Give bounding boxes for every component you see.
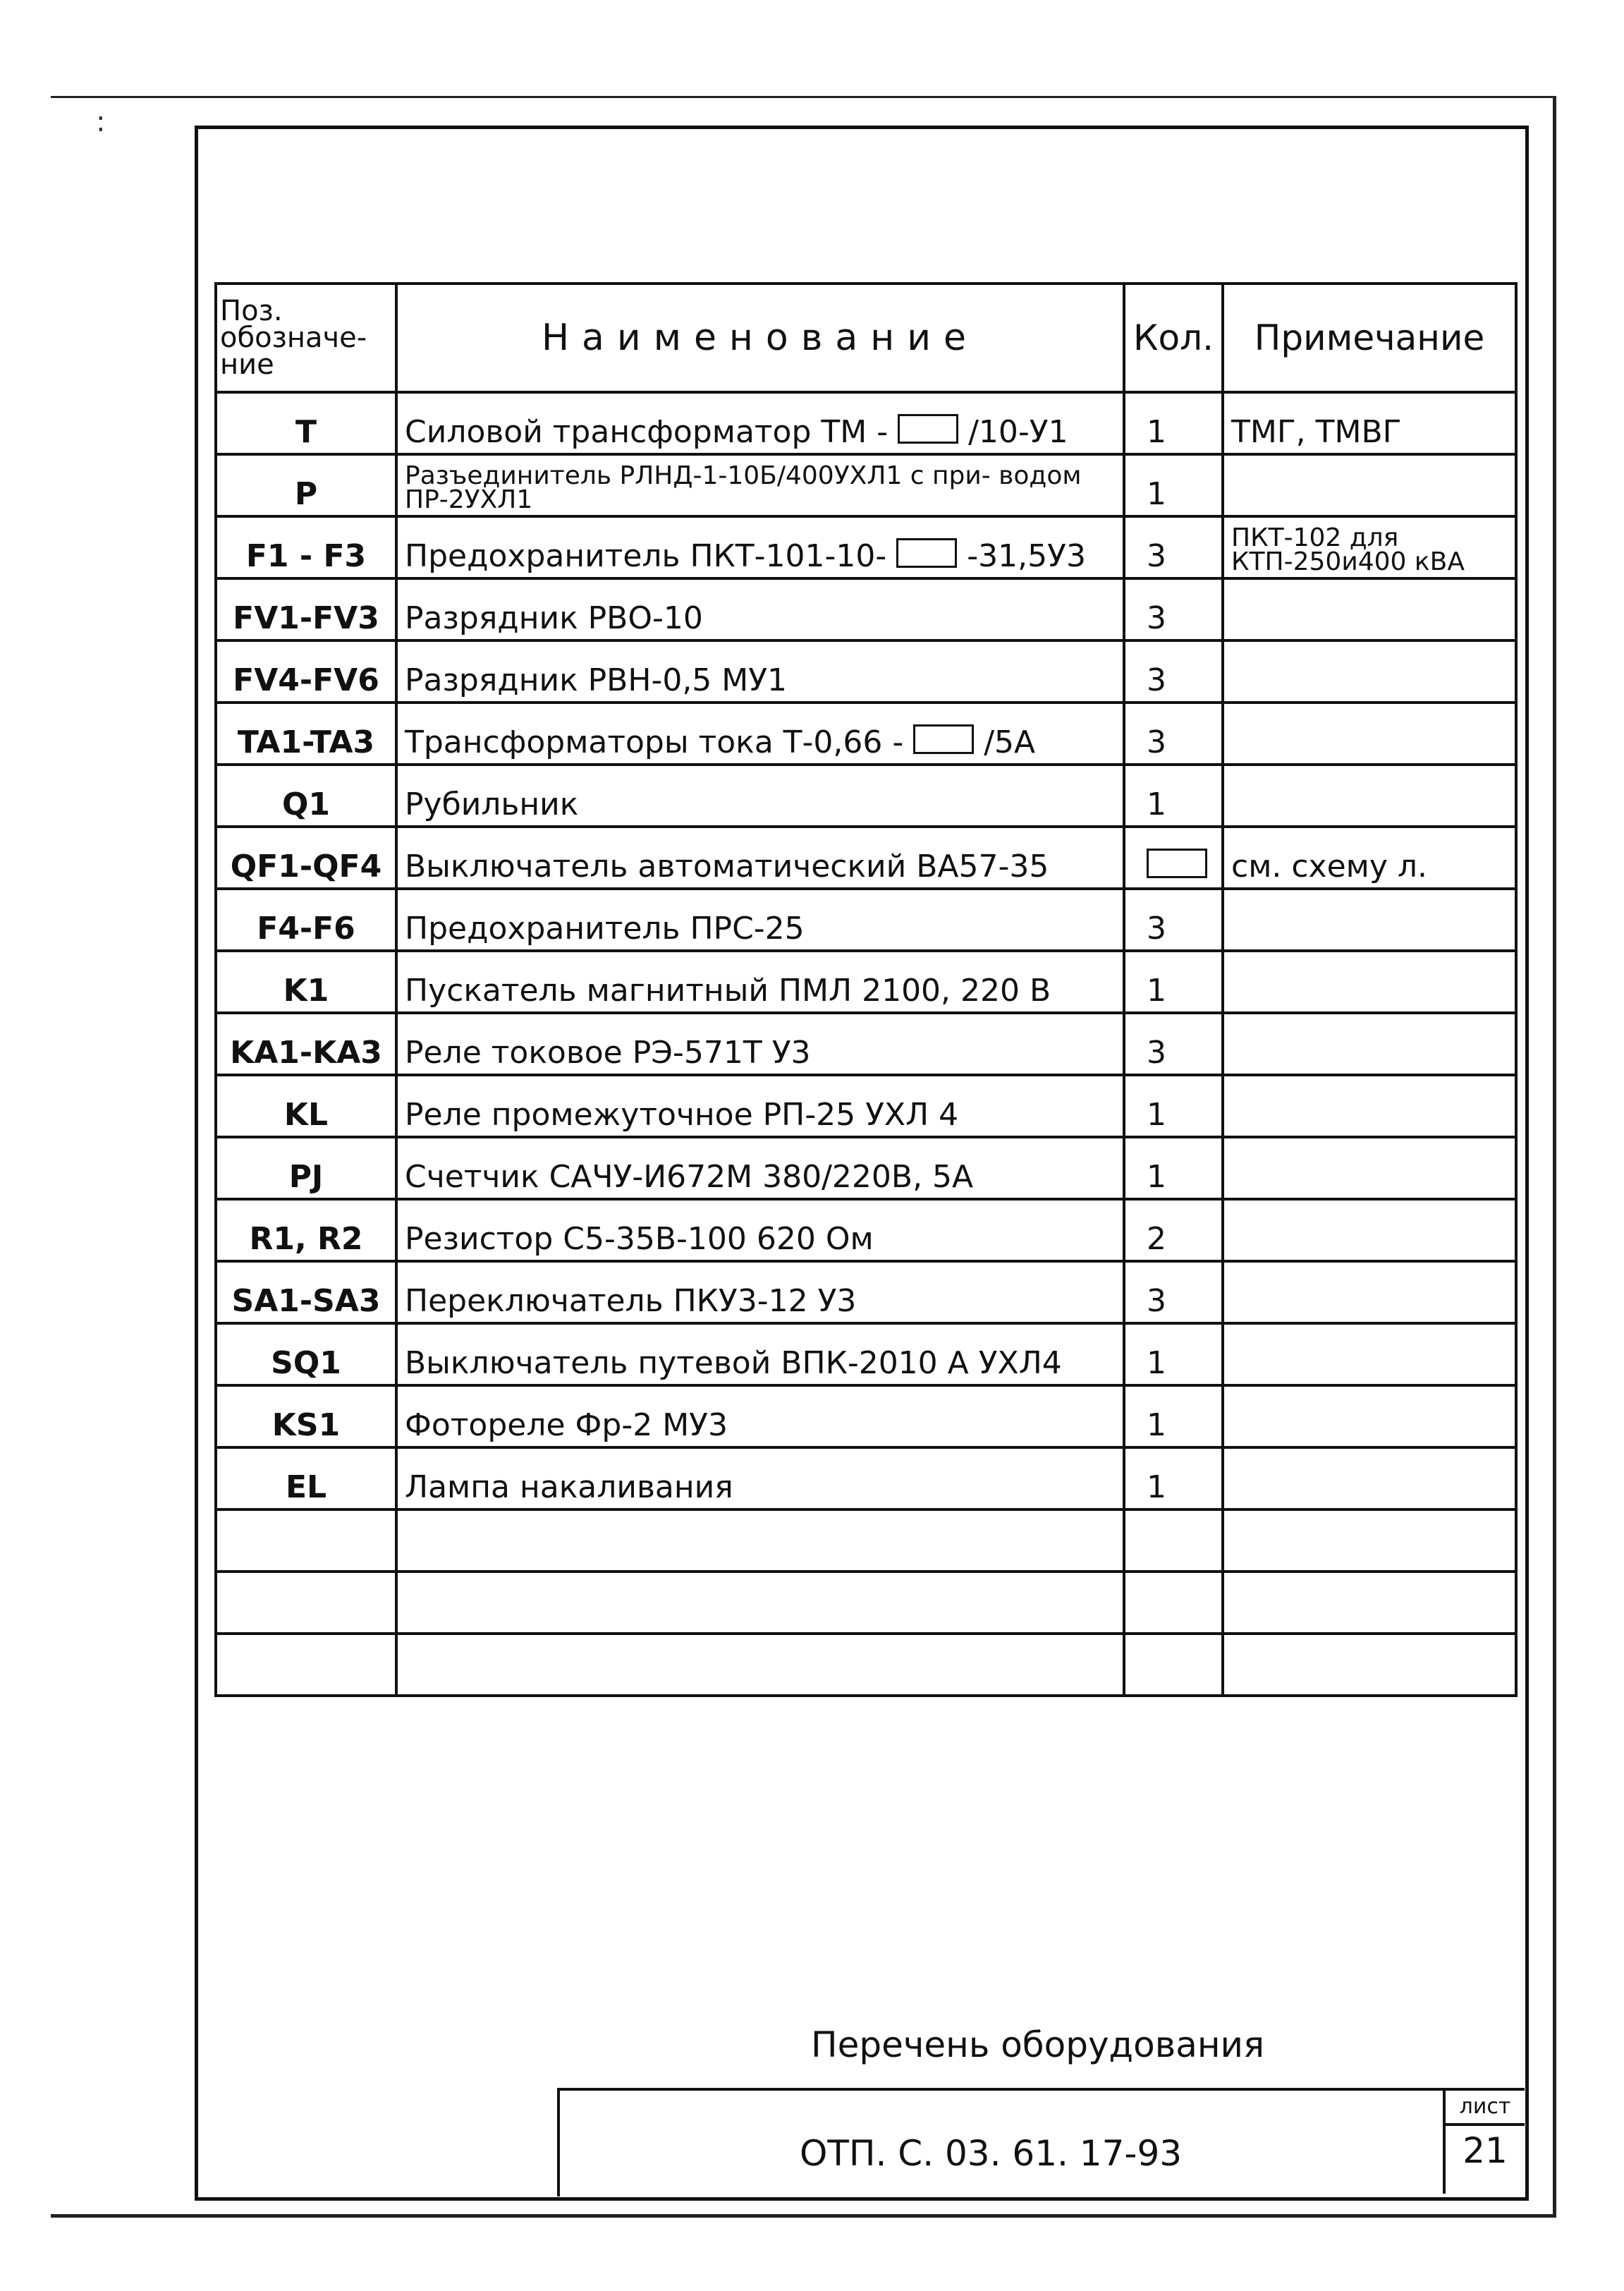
note-cell <box>1223 640 1516 703</box>
position-cell: K1 <box>216 951 396 1013</box>
name-cell <box>396 1572 1124 1634</box>
position-cell <box>216 1634 396 1696</box>
quantity-cell <box>1124 1509 1223 1572</box>
title-block <box>557 2088 1525 2196</box>
table-row <box>216 640 1516 703</box>
quantity-cell <box>1124 1634 1223 1696</box>
name-cell <box>396 516 1124 578</box>
table-row <box>216 1013 1516 1075</box>
position-cell: SQ1 <box>216 1323 396 1385</box>
table-row <box>216 1075 1516 1137</box>
position-cell: KL <box>216 1075 396 1137</box>
name-cell <box>396 1509 1124 1572</box>
name-cell: Выключатель путевой ВПК-2010 А УХЛ4 <box>396 1323 1124 1385</box>
header-quantity: Кол. <box>1124 284 1223 392</box>
sheet-label: лист <box>1446 2091 1525 2126</box>
quantity-cell: 1 <box>1124 1323 1223 1385</box>
position-cell: F1 - F3 <box>216 516 396 578</box>
equipment-table <box>214 282 1518 1697</box>
note-cell <box>1223 1261 1516 1323</box>
note-cell <box>1223 1509 1516 1572</box>
table-row <box>216 951 1516 1013</box>
name-cell: Реле промежуточное РП-25 УХЛ 4 <box>396 1075 1124 1137</box>
note-cell <box>1223 1013 1516 1075</box>
name-cell: Переключатель ПКУ3-12 У3 <box>396 1261 1124 1323</box>
table-row <box>216 1572 1516 1634</box>
equipment-rows <box>216 392 1516 1696</box>
quantity-cell <box>1124 827 1223 889</box>
document-caption: Перечень оборудования <box>811 2024 1265 2065</box>
position-cell: SA1-SA3 <box>216 1261 396 1323</box>
note-cell <box>1223 765 1516 827</box>
note-cell <box>1223 1634 1516 1696</box>
name-prefix: Предохранитель ПКТ-101-10- <box>405 538 887 574</box>
scan-speck-icon: : <box>96 106 106 138</box>
position-cell: EL <box>216 1447 396 1509</box>
name-cell: Разрядник РВО-10 <box>396 578 1124 640</box>
table-row <box>216 1634 1516 1696</box>
note-cell <box>1223 703 1516 765</box>
note-cell: ПКТ-102 для КТП-250и400 кВА <box>1223 516 1516 578</box>
quantity-cell: 1 <box>1124 1385 1223 1447</box>
position-cell: R1, R2 <box>216 1199 396 1261</box>
name-cell: Пускатель магнитный ПМЛ 2100, 220 В <box>396 951 1124 1013</box>
blank-value-box-icon <box>898 414 958 444</box>
name-cell: Выключатель автоматический ВА57-35 <box>396 827 1124 889</box>
table-row <box>216 516 1516 578</box>
quantity-cell: 2 <box>1124 1199 1223 1261</box>
name-cell: Реле токовое РЭ-571Т У3 <box>396 1013 1124 1075</box>
blank-value-box-icon <box>913 724 974 754</box>
position-cell: PJ <box>216 1137 396 1199</box>
quantity-cell: 1 <box>1124 454 1223 516</box>
sheet-number: 21 <box>1463 2130 1508 2171</box>
position-cell: TA1-TA3 <box>216 703 396 765</box>
position-cell: Q1 <box>216 765 396 827</box>
note-cell <box>1223 1572 1516 1634</box>
blank-value-box-icon <box>1147 849 1207 878</box>
position-cell: T <box>216 392 396 454</box>
quantity-cell: 1 <box>1124 1075 1223 1137</box>
name-suffix: /10-У1 <box>968 414 1068 450</box>
table-row <box>216 1137 1516 1199</box>
table-row <box>216 1323 1516 1385</box>
table-row <box>216 765 1516 827</box>
name-cell: Фотореле Фр-2 МУ3 <box>396 1385 1124 1447</box>
name-suffix: -31,5У3 <box>967 538 1086 574</box>
table-row <box>216 889 1516 951</box>
quantity-cell: 1 <box>1124 392 1223 454</box>
quantity-cell: 3 <box>1124 1013 1223 1075</box>
table-header-row <box>216 284 1516 392</box>
note-cell <box>1223 889 1516 951</box>
table-row <box>216 1199 1516 1261</box>
header-note: Примечание <box>1223 284 1516 392</box>
note-cell <box>1223 578 1516 640</box>
quantity-cell: 3 <box>1124 1261 1223 1323</box>
quantity-cell: 1 <box>1124 951 1223 1013</box>
position-cell: F4-F6 <box>216 889 396 951</box>
header-position: Поз. обозначе- ние <box>216 284 396 392</box>
note-cell: см. схему л. <box>1223 827 1516 889</box>
header-name: Наименование <box>396 284 1124 392</box>
name-cell <box>396 1634 1124 1696</box>
quantity-cell: 3 <box>1124 703 1223 765</box>
quantity-cell: 3 <box>1124 516 1223 578</box>
quantity-cell: 3 <box>1124 640 1223 703</box>
name-cell: Лампа накаливания <box>396 1447 1124 1509</box>
blank-value-box-icon <box>896 538 957 568</box>
quantity-cell <box>1124 1572 1223 1634</box>
note-cell <box>1223 1323 1516 1385</box>
name-cell: Рубильник <box>396 765 1124 827</box>
position-cell: FV1-FV3 <box>216 578 396 640</box>
name-suffix: /5А <box>984 724 1036 760</box>
name-cell <box>396 703 1124 765</box>
table-row <box>216 703 1516 765</box>
note-cell <box>1223 1199 1516 1261</box>
note-cell <box>1223 951 1516 1013</box>
name-cell: Разрядник РВН-0,5 МУ1 <box>396 640 1124 703</box>
name-cell: Разъединитель РЛНД-1-10Б/400УХЛ1 с при- водом ПР-2УХЛ1 <box>396 454 1124 516</box>
position-cell: QF1-QF4 <box>216 827 396 889</box>
note-cell <box>1223 1137 1516 1199</box>
note-cell <box>1223 1385 1516 1447</box>
quantity-cell: 1 <box>1124 765 1223 827</box>
position-cell <box>216 1572 396 1634</box>
note-cell: ТМГ, ТМВГ <box>1223 392 1516 454</box>
sheet-box <box>1443 2091 1525 2194</box>
quantity-cell: 1 <box>1124 1137 1223 1199</box>
name-cell: Счетчик САЧУ-И672М 380/220В, 5А <box>396 1137 1124 1199</box>
name-cell <box>396 392 1124 454</box>
table-row <box>216 392 1516 454</box>
quantity-cell: 1 <box>1124 1447 1223 1509</box>
note-cell <box>1223 1447 1516 1509</box>
table-row <box>216 1261 1516 1323</box>
table-row <box>216 578 1516 640</box>
position-cell: P <box>216 454 396 516</box>
table-row <box>216 454 1516 516</box>
table-row <box>216 1509 1516 1572</box>
table-row <box>216 827 1516 889</box>
name-cell: Предохранитель ПРС-25 <box>396 889 1124 951</box>
position-cell: KS1 <box>216 1385 396 1447</box>
table-row <box>216 1447 1516 1509</box>
position-cell <box>216 1509 396 1572</box>
name-cell: Резистор С5-35В-100 620 Ом <box>396 1199 1124 1261</box>
note-cell <box>1223 1075 1516 1137</box>
document-code: ОТП. С. 03. 61. 17-93 <box>800 2133 1183 2174</box>
quantity-cell: 3 <box>1124 889 1223 951</box>
name-prefix: Силовой трансформатор ТМ - <box>405 414 889 450</box>
quantity-cell: 3 <box>1124 578 1223 640</box>
note-cell <box>1223 454 1516 516</box>
table-row <box>216 1385 1516 1447</box>
name-prefix: Трансформаторы тока Т-0,66 - <box>405 724 904 760</box>
position-cell: KA1-KA3 <box>216 1013 396 1075</box>
position-cell: FV4-FV6 <box>216 640 396 703</box>
